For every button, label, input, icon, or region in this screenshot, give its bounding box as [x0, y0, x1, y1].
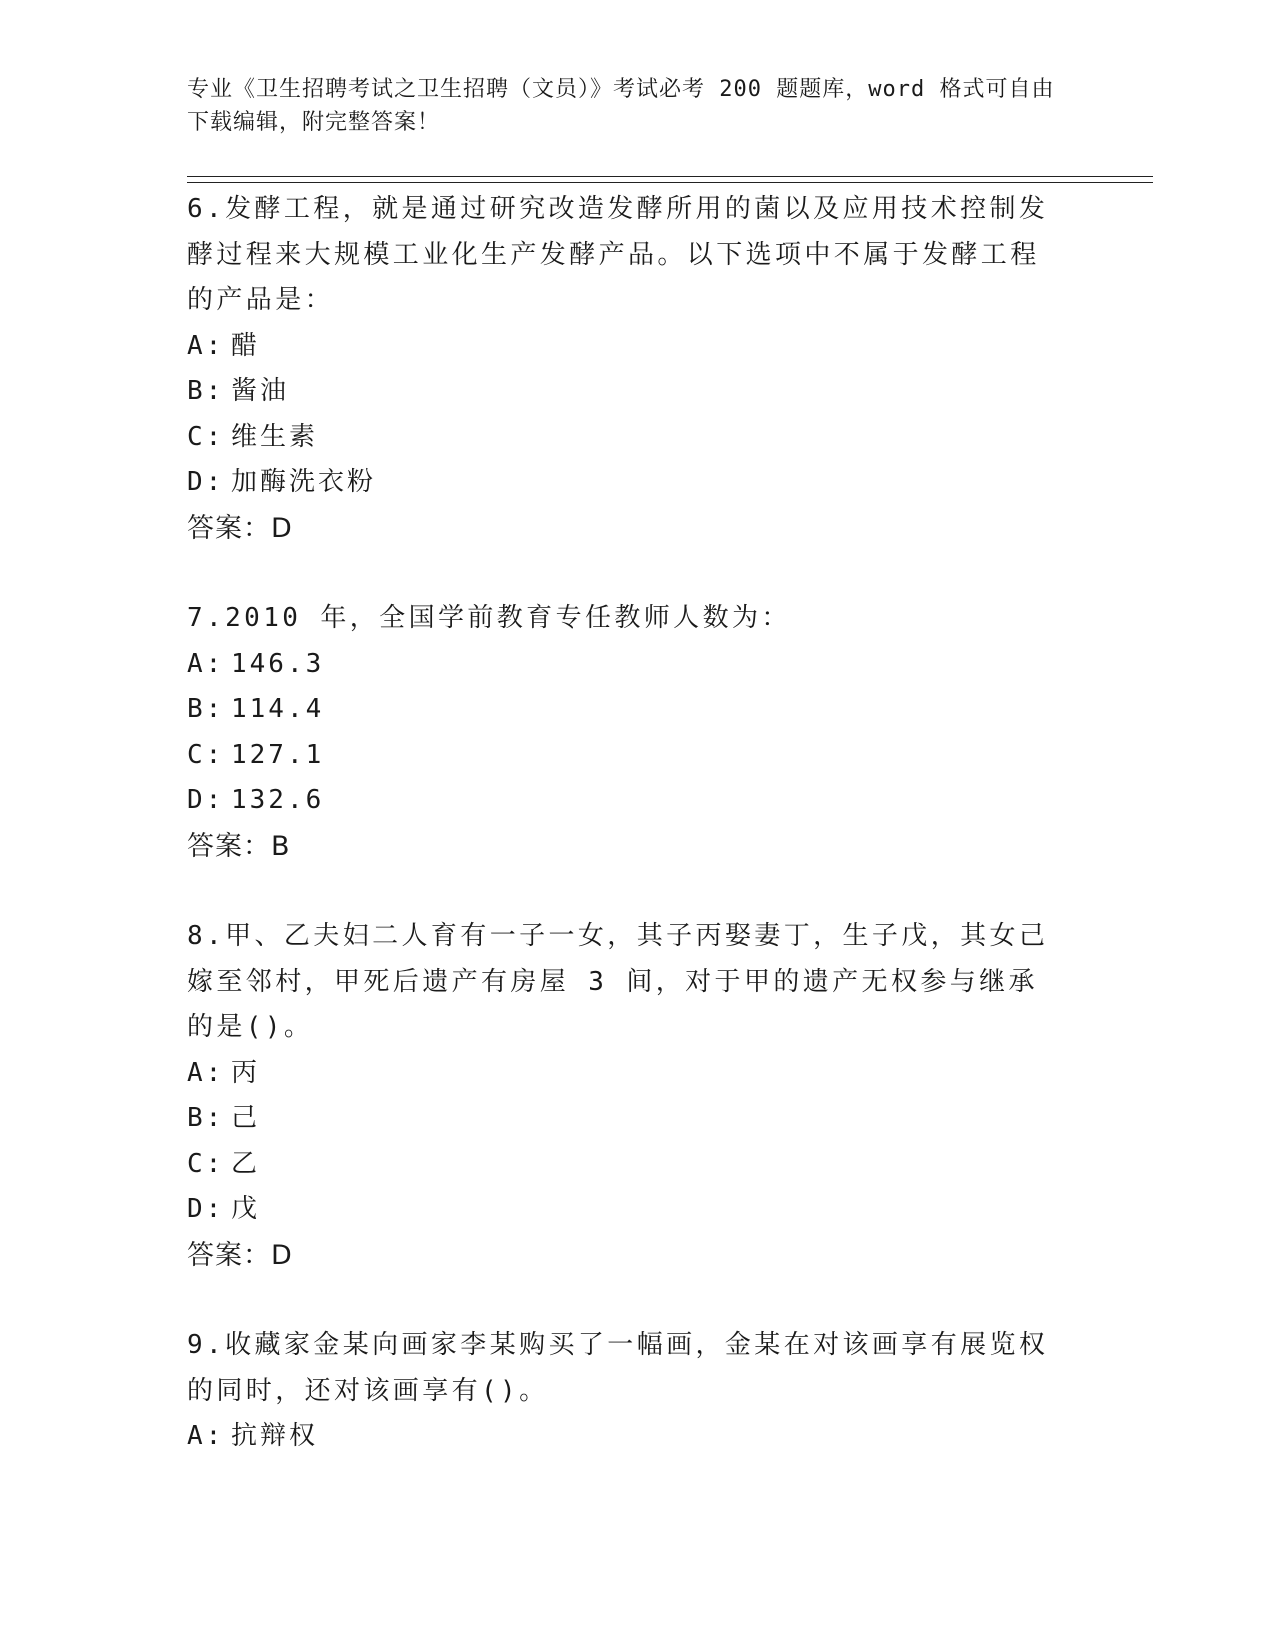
option-c — [187, 415, 1067, 461]
option-text: 维生素 — [231, 421, 319, 452]
option-a — [187, 324, 1067, 370]
header-divider-top — [187, 176, 1153, 177]
option-a — [187, 1051, 1067, 1097]
option-text: 146.3 — [231, 648, 325, 679]
option-b — [187, 1096, 1067, 1142]
option-d — [187, 1187, 1067, 1233]
option-key: C: — [187, 1148, 225, 1179]
option-a — [187, 642, 1067, 688]
option-key: A: — [187, 1057, 225, 1088]
header-divider-bottom — [187, 182, 1153, 183]
option-key: C: — [187, 421, 225, 452]
option-text: 乙 — [231, 1148, 261, 1179]
option-d — [187, 460, 1067, 506]
option-key: B: — [187, 694, 225, 724]
question-6 — [187, 187, 1067, 551]
option-d — [187, 778, 1067, 824]
option-key: D: — [187, 785, 225, 815]
question-7 — [187, 596, 1067, 869]
option-text: 酱油 — [231, 376, 290, 406]
question-stem: 8.甲、乙夫妇二人育有一子一女，其子丙娶妻丁，生子戊，其女己嫁至邻村，甲死后遗产有房屋 3 间，对于甲的遗产无权参与继承的是()。 — [187, 921, 1049, 1042]
option-key: A: — [187, 330, 225, 361]
question-stem: 6.发酵工程，就是通过研究改造发酵所用的菌以及应用技术控制发酵过程来大规模工业化生产发酵产品。以下选项中不属于发酵工程的产品是： — [187, 194, 1049, 315]
option-key: C: — [187, 739, 225, 770]
question-8 — [187, 914, 1067, 1278]
document-intro: 专业《卫生招聘考试之卫生招聘（文员）》考试必考 200 题题库，word 格式可自由下载编辑，附完整答案！ — [187, 77, 1055, 135]
option-b — [187, 687, 1067, 733]
option-text: 醋 — [231, 330, 261, 361]
option-text: 丙 — [231, 1057, 261, 1088]
option-key: D: — [187, 467, 225, 497]
answer-line: 答案：D — [187, 512, 293, 544]
option-key: D: — [187, 1194, 225, 1224]
option-text: 加酶洗衣粉 — [231, 467, 377, 497]
option-key: B: — [187, 376, 225, 406]
option-key: A: — [187, 1421, 225, 1451]
option-c — [187, 1142, 1067, 1188]
option-text: 己 — [231, 1103, 261, 1133]
option-key: B: — [187, 1103, 225, 1133]
question-stem: 9.收藏家金某向画家李某购买了一幅画，金某在对该画享有展览权的同时，还对该画享有()。 — [187, 1330, 1049, 1406]
option-text: 127.1 — [231, 739, 325, 770]
option-text: 114.4 — [231, 694, 325, 724]
option-text: 戊 — [231, 1194, 261, 1224]
question-stem: 7.2010 年，全国学前教育专任教师人数为： — [187, 603, 791, 633]
option-b — [187, 369, 1067, 415]
question-9 — [187, 1323, 1067, 1460]
option-text: 抗辩权 — [231, 1421, 319, 1451]
option-text: 132.6 — [231, 785, 325, 815]
answer-line: 答案：D — [187, 1239, 293, 1271]
question-list — [187, 187, 1067, 1505]
option-c — [187, 733, 1067, 779]
option-key: A: — [187, 648, 225, 679]
answer-line: 答案：B — [187, 830, 291, 862]
option-a — [187, 1414, 1067, 1460]
